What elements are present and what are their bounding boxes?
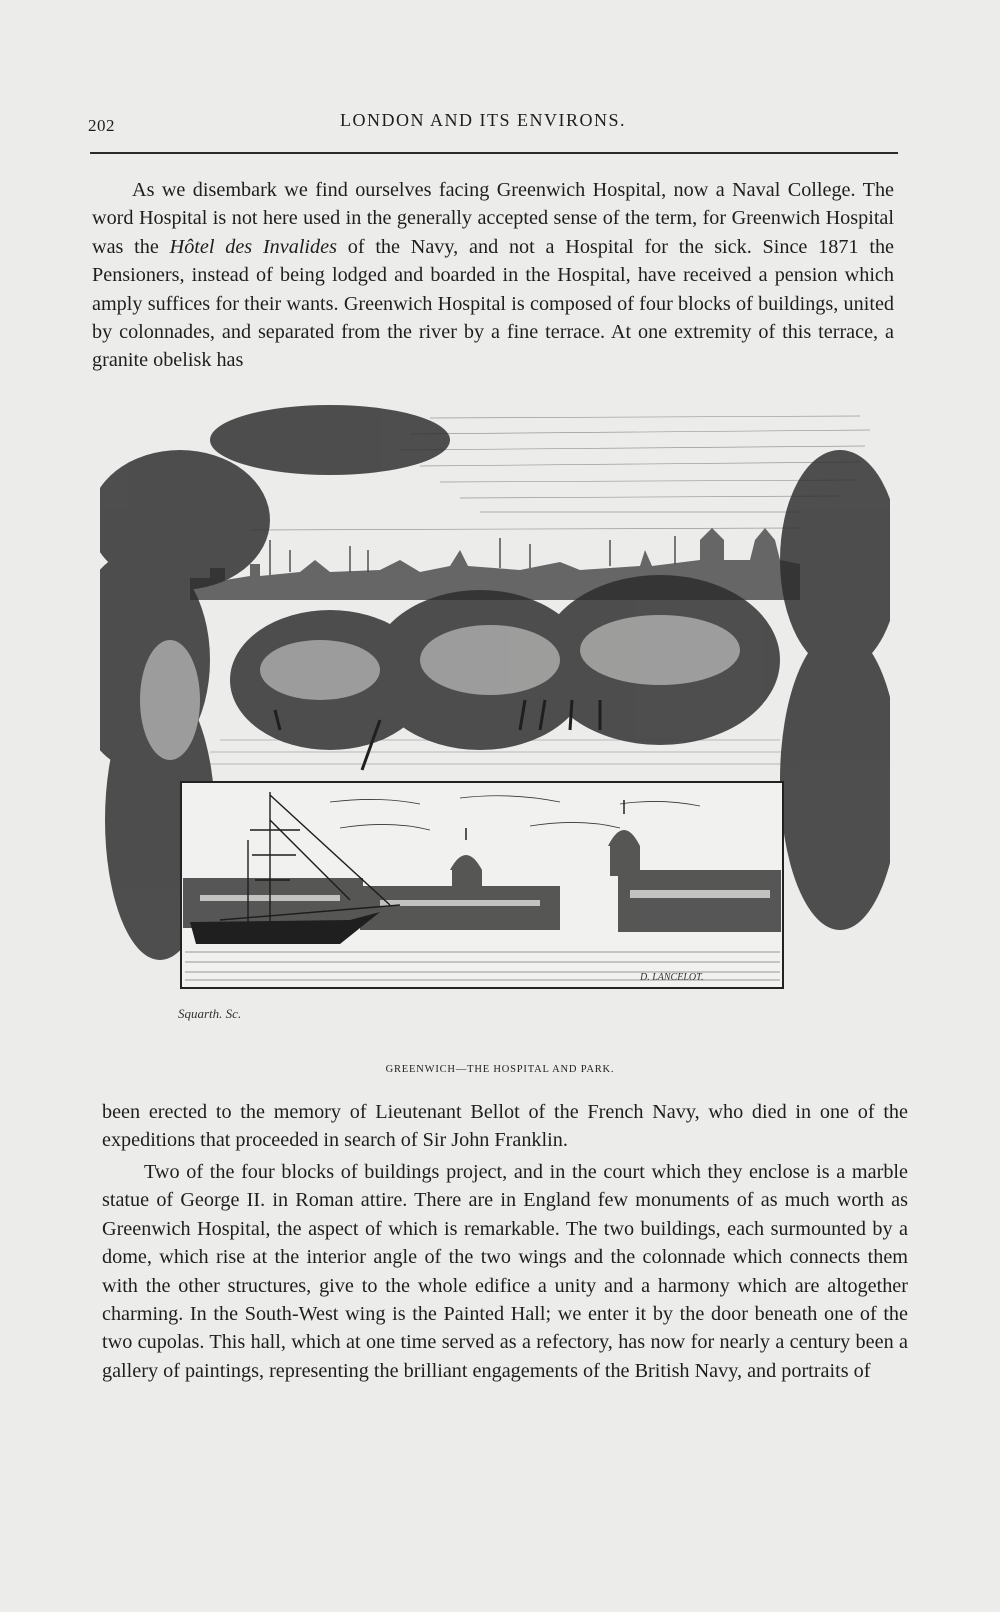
figure-caption: GREENWICH—THE HOSPITAL AND PARK. (385, 1064, 615, 1075)
paragraph-1-text-a: As we disembark we find ourselves facing Greenwich Hospital, now a Naval College. The word Hospital is not here used in the generally accepted sense of the term, for Greenwich Hospital was the (92, 179, 894, 258)
page-number: 202 (88, 116, 115, 135)
paragraph-1-text-b: of the Navy, and not a Hospital for the sick. Since 1871 the Pensioners, instead of being lodged and boarded in the Hospital, have received a pension which amply suffices for their wants. Greenwich Hospital is composed of four blocks of buildings, united by colonnades, and separated from the river by a fine terrace. At one extremity of this terrace, a granite obelisk has (92, 235, 894, 372)
paragraph-1-italic: Hôtel des Invalides (169, 235, 337, 258)
river-inset (181, 782, 783, 988)
paragraph-3: Two of the four blocks of buildings project, and in the court which they enclose is a marble statue of George II. in Roman attire. There are in England few monuments of as much worth as Greenwich Hospital, the aspect of which is remarkable. The two buildings, each surmounted by a dome, which rise at the interior angle of the two wings and the colonnade which connects them with the other structures, give to the whole edifice a unity and a harmony which are altogether charming. In the South-West wing is the Painted Hall; we enter it by the door beneath one of the two cupolas. This hall, which at one time served as a refectory, has now for nearly a century been a gallery of paintings, representing the brilliant engagements of the British Navy, and portraits of (102, 1161, 908, 1382)
running-title: LONDON AND ITS ENVIRONS. (340, 110, 626, 130)
engraver-signature: Squarth. Sc. (178, 1006, 242, 1021)
header-rule (90, 152, 898, 154)
artist-signature: D. LANCELOT. (640, 972, 704, 983)
paragraph-1 (92, 176, 894, 375)
engraving-illustration (100, 400, 890, 1060)
paragraph-2: been erected to the memory of Lieutenant Bellot of the French Navy, who died in one of the expeditions that proceeded in search of Sir John Franklin. (102, 1101, 908, 1152)
